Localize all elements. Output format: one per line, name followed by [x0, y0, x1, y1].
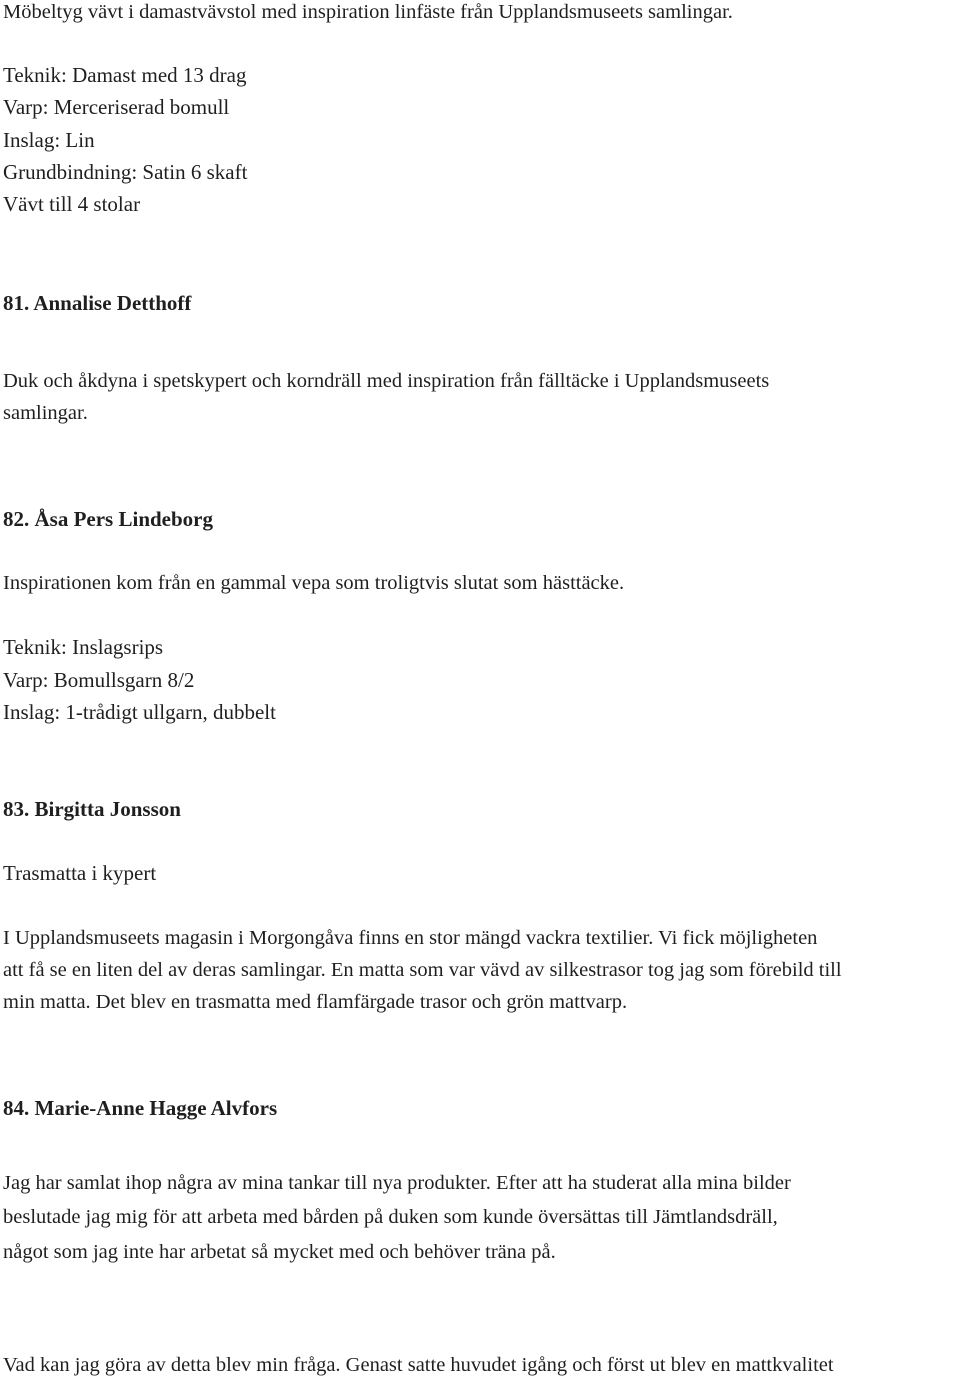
entry-83-text-3: min matta. Det blev en trasmatta med flamfärgade trasor och grön mattvarp. [3, 991, 628, 1013]
entry-82-heading: 82. Åsa Pers Lindeborg [3, 507, 213, 531]
entry-81-text-2: samlingar. [3, 402, 88, 424]
entry-82-spec-technique: Teknik: Inslagsrips [3, 635, 164, 659]
entry-82-spec-warp: Varp: Bomullsgarn 8/2 [3, 668, 195, 692]
entry-84-text-continued: Vad kan jag göra av detta blev min fråga. Genast satte huvudet igång och först ut blev en mattkvalitet [3, 1354, 834, 1376]
entry-84-text-3: något som jag inte har arbetat så mycket med och behöver träna på. [3, 1241, 556, 1263]
spec-technique: Teknik: Damast med 13 drag [3, 63, 247, 87]
entry-83-text-1: I Upplandsmuseets magasin i Morgongåva finns en stor mängd vackra textilier. Vi fick möjligheten [3, 927, 818, 949]
intro-description: Möbeltyg vävt i damastvävstol med inspiration linfäste från Upplandsmuseets samlingar. [3, 1, 733, 23]
entry-82-text-1: Inspirationen kom från en gammal vepa som troligtvis slutat som hästtäcke. [3, 572, 625, 594]
spec-usage: Vävt till 4 stolar [3, 192, 141, 216]
entry-83-heading: 83. Birgitta Jonsson [3, 797, 181, 821]
spec-warp: Varp: Merceriserad bomull [3, 95, 230, 119]
entry-84-text-1: Jag har samlat ihop några av mina tankar till nya produkter. Efter att ha studerat alla mina bilder [3, 1172, 791, 1194]
entry-83-subtitle: Trasmatta i kypert [3, 861, 157, 885]
entry-84-heading: 84. Marie-Anne Hagge Alvfors [3, 1096, 278, 1120]
entry-81-text-1: Duk och åkdyna i spetskypert och korndräll med inspiration från fälltäcke i Upplandsmuseets [3, 370, 770, 392]
spec-weft: Inslag: Lin [3, 128, 95, 152]
entry-82-spec-weft: Inslag: 1-trådigt ullgarn, dubbelt [3, 700, 276, 724]
entry-83-text-2: att få se en liten del av deras samlingar. En matta som var vävd av silkestrasor tog jag som förebild till [3, 959, 842, 981]
entry-84-text-2: beslutade jag mig för att arbeta med bården på duken som kunde översättas till Jämtlandsdräll, [3, 1206, 778, 1228]
spec-weave: Grundbindning: Satin 6 skaft [3, 160, 248, 184]
entry-81-heading: 81. Annalise Detthoff [3, 291, 192, 315]
